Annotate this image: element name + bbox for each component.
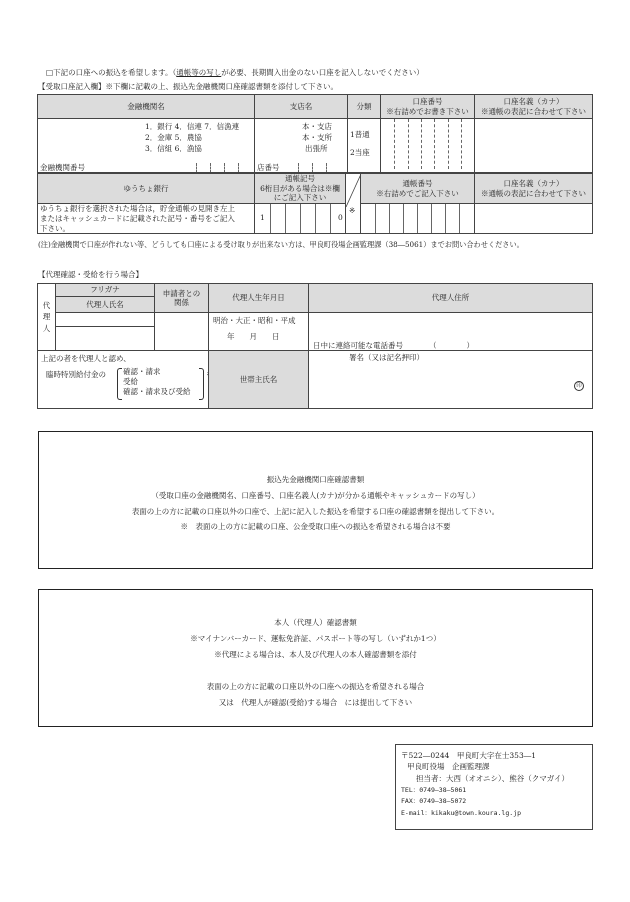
- option-confirm-claim[interactable]: 確認・請求: [123, 367, 161, 376]
- id-doc-title: 本人（代理人）確認書類: [274, 618, 357, 627]
- branch-code-label: 店番号: [257, 162, 280, 172]
- header-symbol: 通帳記号 6桁目がある場合は※欄 にご記入下さい: [255, 174, 346, 204]
- householder-signature[interactable]: [309, 351, 593, 409]
- delegation-cell: [38, 351, 209, 409]
- header-furigana: フリガナ: [56, 284, 155, 297]
- birthdate-input[interactable]: [209, 313, 309, 351]
- bank-doc-title: 振込先金融機関口座確認書類: [266, 475, 365, 484]
- type-ordinary[interactable]: 1普通: [350, 130, 370, 139]
- date-line: 年 月 日: [227, 332, 280, 341]
- transfer-notice: [46, 69, 424, 77]
- branch-option-3: 出張所: [305, 144, 328, 153]
- symbol-digits-cell[interactable]: [255, 204, 346, 234]
- notice-checkbox[interactable]: □: [46, 68, 54, 77]
- id-doc-line-4: 又は 代理人が確認(受給)する場合 には提出して下さい: [218, 698, 413, 707]
- branch-code-cell[interactable]: [255, 163, 348, 173]
- asterisk-mark: ※: [349, 206, 356, 215]
- entrust-text: [206, 371, 209, 379]
- type-current[interactable]: 2当座: [350, 148, 370, 157]
- branch-cell[interactable]: [255, 119, 348, 163]
- contact-fax: FAX：0749―38―5072: [401, 797, 467, 805]
- account-holder-cell[interactable]: [475, 119, 593, 173]
- contact-box: [395, 744, 593, 830]
- option-confirm-claim-receive[interactable]: 確認・請求及び受給: [123, 387, 191, 396]
- furigana-input[interactable]: [56, 313, 155, 327]
- notice-text-pre: 下記の口座への振込を希望します。（: [53, 68, 177, 77]
- yucho-holder-cell[interactable]: [475, 204, 593, 234]
- header-address: 代理人住所: [309, 284, 593, 313]
- branch-option-1: 本・支店: [302, 122, 332, 131]
- header-type: 分類: [348, 95, 381, 119]
- branch-option-2: 本・支所: [302, 133, 332, 142]
- contact-department: 甲良町役場 企画監理課: [407, 762, 490, 771]
- phone-line[interactable]: 日中に連絡可能な電話番号 （ ）: [313, 341, 474, 350]
- contact-email[interactable]: E-mail：kikaku@town.koura.lg.jp: [401, 809, 521, 817]
- diagonal-line: [346, 174, 361, 234]
- header-account-number: 口座番号 ※右詰めでお書き下さい: [381, 95, 475, 119]
- delegation-benefit: 臨時特別給付金の: [46, 370, 106, 379]
- symbol-first-digit: 1: [260, 213, 265, 222]
- account-type-cell[interactable]: [348, 119, 381, 173]
- contact-persons: 担当者：大西（オオニシ）、熊谷（クマガイ）: [416, 774, 569, 783]
- institution-options-3: 3．信組 6．漁協: [145, 144, 202, 153]
- header-yucho-number: 通帳番号 ※右詰めでご記入下さい: [361, 174, 475, 204]
- contact-address: 〒522―0244 甲良町大字在士353―1: [401, 751, 536, 760]
- institution-code-label: 金融機関番号: [40, 162, 85, 172]
- header-birthdate: 代理人生年月日: [209, 284, 309, 313]
- option-receive[interactable]: 受給: [123, 377, 138, 386]
- bank-doc-line-1: （受取口座の金融機関名、口座番号、口座名義人(カナ)が分かる通帳やキャッシュカードの写し）: [151, 491, 480, 500]
- yucho-account-table: [37, 173, 593, 234]
- header-branch: 支店名: [255, 95, 348, 119]
- contact-tel: TEL：0749―38―5061: [401, 786, 467, 794]
- householder-label: 世帯主氏名: [209, 351, 309, 409]
- header-proxy-name: 代理人氏名: [56, 297, 155, 313]
- header-institution: 金融機関名: [38, 95, 255, 119]
- identity-document-box: [38, 589, 593, 727]
- id-doc-line-3: 表面の上の方に記載の口座以外の口座への振込を希望される場合: [206, 682, 425, 691]
- diagonal-separator: [346, 174, 361, 234]
- id-doc-line-2: ※代理による場合は、本人及び代理人の本人確認書類を添付: [214, 650, 417, 659]
- era-options[interactable]: 明治・大正・昭和・平成: [213, 316, 296, 325]
- proxy-table: [37, 283, 593, 409]
- bank-document-box: [38, 431, 593, 569]
- notice-text-post: が必要、長期間入出金のない口座を記入しないでください）: [221, 68, 424, 77]
- bank-doc-line-2: 表面の上の方に記載の口座以外の口座で、上記に記入した振込を希望する口座の確認書類を提出して下さい。: [131, 507, 500, 516]
- account-number-cell[interactable]: [381, 119, 475, 173]
- symbol-last-digit: 0: [338, 213, 343, 222]
- yucho-description: ゆうちょ銀行を選択された場合は，貯金通帳の見開き左上 またはキャッシュカードに記載された記号・番号をご記入 下さい。: [38, 204, 255, 234]
- header-account-holder: 口座名義（カナ） ※通帳の表記に合わせて下さい: [475, 95, 593, 119]
- delegation-text: 上記の者を代理人と認め、: [41, 354, 131, 363]
- proxy-side-label: 代 理 人: [38, 284, 56, 351]
- header-yucho-holder: 口座名義（カナ） ※通帳の表記に合わせて下さい: [475, 174, 593, 204]
- header-relation: 申請者との 関係: [155, 284, 209, 313]
- institution-options-2: 2．金庫 5．農協: [145, 133, 202, 142]
- relation-input[interactable]: [155, 313, 209, 351]
- institution-options-1: 1．銀行 4．信連 7．信漁連: [145, 122, 240, 131]
- institution-cell[interactable]: [38, 119, 255, 163]
- notice-text-underlined: 通帳等の写し: [176, 68, 222, 77]
- receiving-account-title: 【受取口座記入欄】※下欄に記載の上、振込先金融機関口座確認書類を添付して下さい。: [38, 82, 338, 91]
- inquiry-note: (注)金融機関で口座が作れない等、どうしても口座による受け取りが出来ない方は、甲良町役場企画監理課（38―5061）までお問い合わせください。: [38, 240, 524, 249]
- proxy-section-title: 【代理確認・受給を行う場合】: [38, 270, 143, 279]
- bank-account-table: [37, 94, 593, 173]
- institution-code-cell[interactable]: [38, 163, 255, 173]
- proxy-name-input[interactable]: [56, 327, 155, 351]
- seal-mark: 印: [574, 381, 584, 391]
- bank-doc-line-3: ※ 表面の上の方に記載の口座、公金受取口座への振込を希望される場合は不要: [180, 522, 451, 531]
- yucho-number-cell[interactable]: [361, 204, 475, 234]
- header-yucho: ゆうちょ銀行: [38, 174, 255, 204]
- address-input[interactable]: [309, 313, 593, 351]
- signature-label: 署名（又は記名押印）: [349, 353, 424, 362]
- id-doc-line-1: ※マイナンバーカード、運転免許証、パスポート等の写し（いずれか1つ）: [190, 634, 441, 643]
